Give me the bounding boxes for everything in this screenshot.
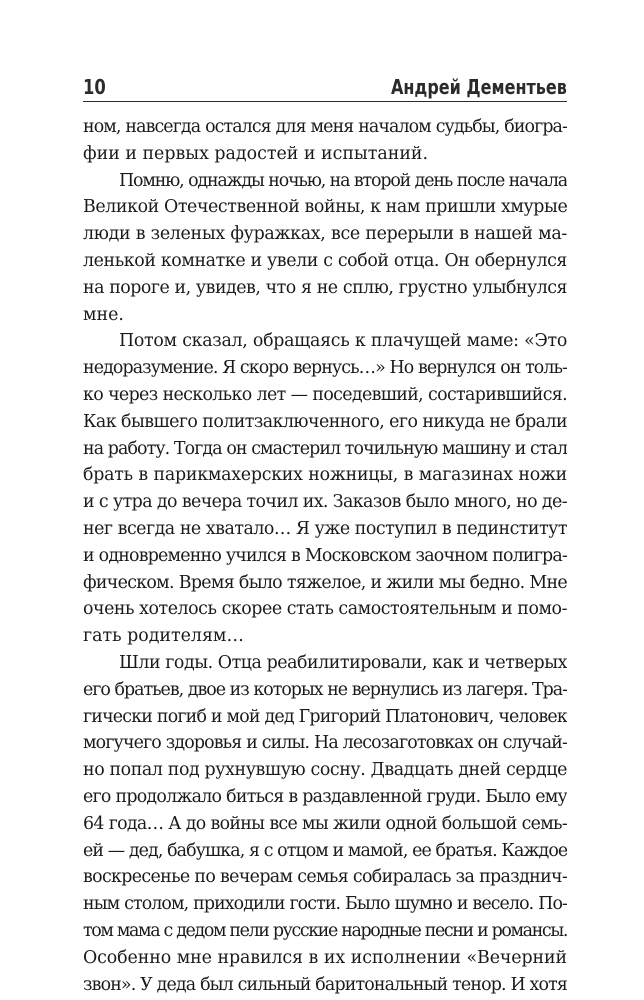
text-line: 64 года… А до войны все мы жили одной большой семь- xyxy=(83,813,567,834)
text-line: гически погиб и мой дед Григорий Платонович, человек xyxy=(83,706,567,727)
text-line: Как бывшего политзаключенного, его никуда не брали xyxy=(83,411,567,432)
author-name: Андрей Дементьев xyxy=(391,75,567,99)
text-line: на работу. Тогда он смастерил точильную машину и стал xyxy=(83,438,567,459)
text-line: люди в зеленых фуражках, все перерыли в нашей ма- xyxy=(83,224,567,245)
page-number: 10 xyxy=(83,75,106,99)
text-line: ей — дед, бабушка, я с отцом и мамой, ее братья. Каждое xyxy=(83,840,567,861)
text-line: нег всегда не хватало… Я уже поступил в пединститут xyxy=(83,518,567,539)
running-header xyxy=(83,70,567,102)
text-line: и одновременно учился в Московском заочном полигра- xyxy=(83,545,567,566)
text-line: очень хотелось скорее стать самостоятельным и помо- xyxy=(83,599,567,620)
text-line: ном, навсегда остался для меня началом судьбы, биогра- xyxy=(83,117,567,137)
text-line: воскресенье по вечерам семья собиралась за празднич- xyxy=(83,867,567,888)
text-line: но попал под рухнувшую сосну. Двадцать дней сердце xyxy=(83,760,567,781)
text-line: фии и первых радостей и испытаний. xyxy=(83,143,429,164)
text-line: ленькой комнатке и увели с собой отца. Он обернулся xyxy=(83,250,567,271)
text-line: Помню, однажды ночью, на второй день после начала xyxy=(119,170,567,191)
text-line: Великой Отечественной войны, к нам пришли хмурые xyxy=(83,197,567,218)
text-line: его продолжало биться в раздавленной груди. Было ему xyxy=(83,786,567,807)
text-line: ко через несколько лет — поседевший, состарившийся. xyxy=(83,384,567,405)
text-line: недоразумение. Я скоро вернусь…» Но вернулся он толь- xyxy=(83,358,567,379)
text-line: том мама с дедом пели русские народные песни и романсы. xyxy=(83,920,567,941)
body-text xyxy=(83,114,567,998)
text-line: и с утра до вечера точил их. Заказов было много, но де- xyxy=(83,492,567,513)
text-line: Особенно мне нравился в их исполнении «Вечерний xyxy=(83,947,567,968)
text-line: звон». У деда был сильный баритональный тенор. И хотя xyxy=(83,974,567,995)
text-line: гать родителям… xyxy=(83,626,244,647)
text-line: на пороге и, увидев, что я не сплю, грустно улыбнулся xyxy=(83,277,567,298)
text-line: Шли годы. Отца реабилитировали, как и четверых xyxy=(119,652,567,673)
text-line: его братьев, двое из которых не вернулись из лагеря. Тра- xyxy=(83,679,567,700)
text-line: мне. xyxy=(83,304,124,325)
text-line: брать в парикмахерских ножницы, в магазинах ножи xyxy=(83,465,567,486)
header-rule xyxy=(83,101,567,103)
text-line: ным столом, приходили гости. Было шумно и весело. По- xyxy=(83,894,567,915)
text-line: могучего здоровья и силы. На лесозаготовках он случай- xyxy=(83,733,567,754)
text-line: Потом сказал, обращаясь к плачущей маме: «Это xyxy=(119,331,567,352)
text-line: фическом. Время было тяжелое, и жили мы бедно. Мне xyxy=(83,572,567,593)
